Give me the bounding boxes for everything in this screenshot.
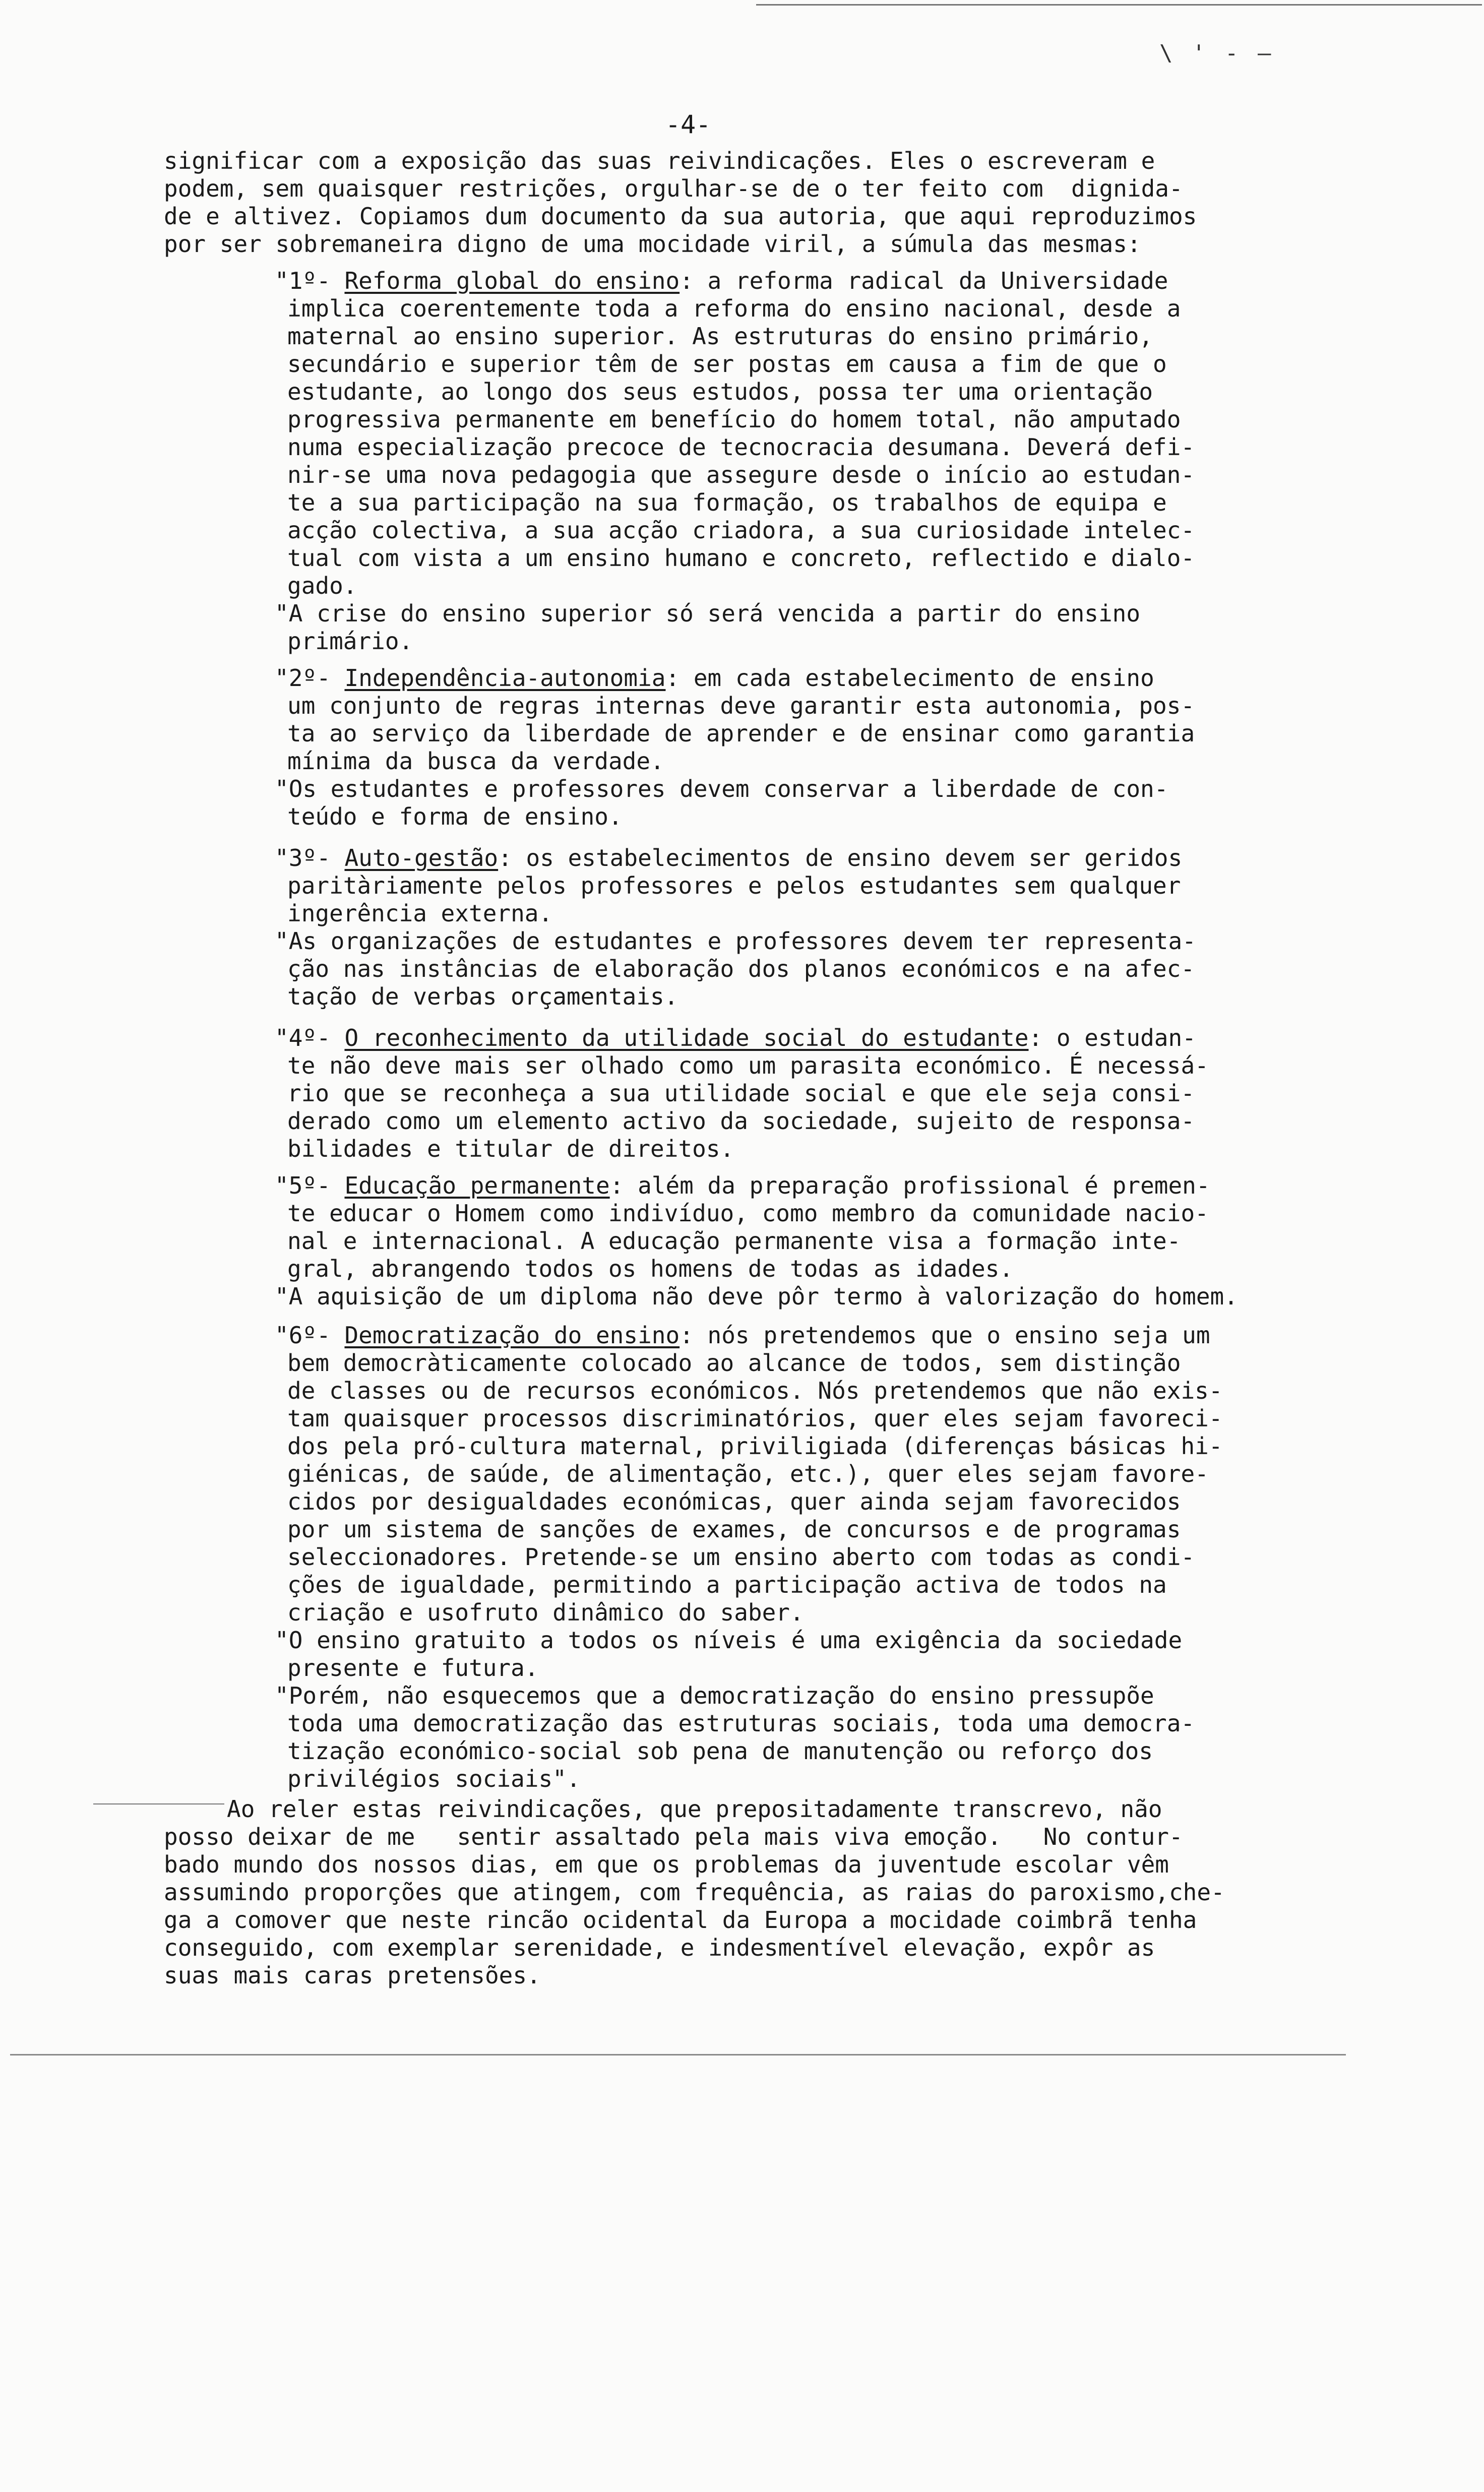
item-heading: O reconhecimento da utilidade social do estudante [344, 1024, 1029, 1051]
demand-item-1 [275, 267, 1195, 655]
demand-item-3 [275, 844, 1196, 1011]
text-line: ta ao serviço da liberdade de aprender e de ensinar como garantia [287, 720, 1195, 747]
text-line: estudante, ao longo dos seus estudos, possa ter uma orientação [287, 378, 1153, 405]
item-heading: Reforma global do ensino [344, 267, 680, 294]
text-line: seleccionadores. Pretende-se um ensino aberto com todas as condi- [287, 1543, 1195, 1571]
text-line: assumindo proporções que atingem, com frequência, as raias do paroxismo,che- [164, 1879, 1225, 1906]
text-line: acção colectiva, a sua acção criadora, a sua curiosidade intelec- [287, 517, 1195, 544]
item-heading: Educação permanente [344, 1172, 610, 1199]
text-line: criação e usofruto dinâmico do saber. [287, 1599, 804, 1626]
item-first-line: "4º- O reconhecimento da utilidade social do estudante: o estudan- [275, 1024, 1196, 1051]
demand-item-6 [275, 1322, 1223, 1793]
text-line: "O ensino gratuito a todos os níveis é uma exigência da sociedade [275, 1627, 1183, 1654]
text-line: de e altivez. Copiamos dum documento da sua autoria, que aqui reproduzimos [164, 203, 1197, 230]
text-line: mínima da busca da verdade. [287, 747, 664, 775]
text-line: significar com a exposição das suas reivindicações. Eles o escreveram e [164, 147, 1155, 174]
text-line: de classes ou de recursos económicos. Nós pretendemos que não exis- [287, 1377, 1223, 1404]
item-first-line: "2º- Independência-autonomia: em cada estabelecimento de ensino [275, 664, 1154, 692]
text-line: toda uma democratização das estruturas sociais, toda uma democra- [287, 1710, 1195, 1737]
page-number: -4- [665, 110, 711, 139]
text-line: privilégios sociais". [287, 1765, 581, 1792]
text-line: presente e futura. [287, 1654, 539, 1681]
text-line: te não deve mais ser olhado como um parasita económico. É necessá- [287, 1052, 1209, 1079]
intro-paragraph [164, 147, 1333, 258]
text-line: "A crise do ensino superior só será vencida a partir do ensino [275, 600, 1141, 627]
text-line: por ser sobremaneira digno de uma mocidade viril, a súmula das mesmas: [164, 230, 1141, 258]
text-line: gado. [287, 572, 357, 599]
text-line: ções de igualdade, permitindo a participação activa de todos na [287, 1571, 1167, 1598]
item-first-line: "3º- Auto-gestão: os estabelecimentos de ensino devem ser geridos [275, 844, 1183, 871]
item-first-line: "6º- Democratização do ensino: nós pretendemos que o ensino seja um [275, 1322, 1210, 1349]
item-heading: Auto-gestão [344, 844, 499, 871]
text-line: podem, sem quaisquer restrições, orgulhar-se de o ter feito com dignida- [164, 175, 1183, 202]
text-line: bem democràticamente colocado ao alcance de todos, sem distinção [287, 1349, 1181, 1377]
demand-item-5 [275, 1172, 1238, 1311]
text-line: rio que se reconheça a sua utilidade social e que ele seja consi- [287, 1080, 1195, 1107]
text-line: tização económico-social sob pena de manutenção ou reforço dos [287, 1737, 1153, 1765]
text-line: ção nas instâncias de elaboração dos planos económicos e na afec- [287, 955, 1195, 982]
text-line: posso deixar de me sentir assaltado pela mais viva emoção. No contur- [164, 1823, 1183, 1850]
text-line: ga a comover que neste rincão ocidental da Europa a mocidade coimbrã tenha [164, 1906, 1197, 1934]
text-line: secundário e superior têm de ser postas em causa a fim de que o [287, 350, 1167, 378]
text-line: bilidades e titular de direitos. [287, 1135, 734, 1162]
scan-edge-bottom [10, 2054, 1346, 2055]
corner-marks: \ ' - — [1159, 40, 1274, 66]
text-line: dos pela pró-cultura maternal, priviligiada (diferenças básicas hi- [287, 1432, 1223, 1460]
text-line: conseguido, com exemplar serenidade, e indesmentível elevação, expôr as [164, 1934, 1155, 1961]
item-heading: Independência-autonomia [344, 664, 666, 692]
text-line: nir-se uma nova pedagogia que assegure desde o início ao estudan- [287, 461, 1195, 488]
scan-edge-top [756, 4, 1482, 6]
text-line: cidos por desigualdades económicas, quer ainda sejam favorecidos [287, 1488, 1181, 1515]
text-line: bado mundo dos nossos dias, em que os problemas da juventude escolar vêm [164, 1851, 1169, 1878]
demand-item-4 [275, 1024, 1209, 1163]
text-line: numa especialização precoce de tecnocracia desumana. Deverá defi- [287, 433, 1195, 461]
text-line: primário. [287, 628, 413, 655]
text-line: paritàriamente pelos professores e pelos estudantes sem qualquer [287, 872, 1181, 899]
text-line: te a sua participação na sua formação, os trabalhos de equipa e [287, 489, 1167, 516]
text-line: Ao reler estas reivindicações, que prepositadamente transcrevo, não [227, 1795, 1162, 1823]
demand-item-2 [275, 664, 1195, 831]
text-line: te educar o Homem como indivíduo, como membro da comunidade nacio- [287, 1200, 1209, 1227]
text-line: um conjunto de regras internas deve garantir esta autonomia, pos- [287, 692, 1195, 719]
closing-paragraph [164, 1795, 1343, 1989]
text-line: giénicas, de saúde, de alimentação, etc.), quer eles sejam favore- [287, 1460, 1209, 1487]
text-line: "A aquisição de um diploma não deve pôr termo à valorização do homem. [275, 1283, 1238, 1310]
text-line: progressiva permanente em benefício do homem total, não amputado [287, 406, 1181, 433]
text-line: "Os estudantes e professores devem conservar a liberdade de con- [275, 775, 1168, 802]
text-line: tual com vista a um ensino humano e concreto, reflectido e dialo- [287, 544, 1195, 572]
item-first-line: "1º- Reforma global do ensino: a reforma radical da Universidade [275, 267, 1168, 294]
text-line: suas mais caras pretensões. [164, 1962, 541, 1989]
text-line: ingerência externa. [287, 900, 553, 927]
text-line: por um sistema de sanções de exames, de concursos e de programas [287, 1516, 1181, 1543]
text-line: derado como um elemento activo da sociedade, sujeito de responsa- [287, 1107, 1195, 1135]
text-line: tam quaisquer processos discriminatórios, quer eles sejam favoreci- [287, 1405, 1223, 1432]
text-line: implica coerentemente toda a reforma do ensino nacional, desde a [287, 295, 1181, 322]
text-line: tação de verbas orçamentais. [287, 983, 678, 1010]
text-line: nal e internacional. A educação permanente visa a formação inte- [287, 1227, 1181, 1255]
text-line: "As organizações de estudantes e professores devem ter representa- [275, 927, 1196, 955]
item-first-line: "5º- Educação permanente: além da preparação profissional é premen- [275, 1172, 1210, 1199]
text-line: teúdo e forma de ensino. [287, 803, 623, 830]
item-heading: Democratização do ensino [344, 1322, 680, 1349]
text-line: "Porém, não esquecemos que a democratização do ensino pressupõe [275, 1682, 1154, 1709]
text-line: gral, abrangendo todos os homens de todas as idades. [287, 1255, 1014, 1282]
text-line: maternal ao ensino superior. As estruturas do ensino primário, [287, 323, 1153, 350]
